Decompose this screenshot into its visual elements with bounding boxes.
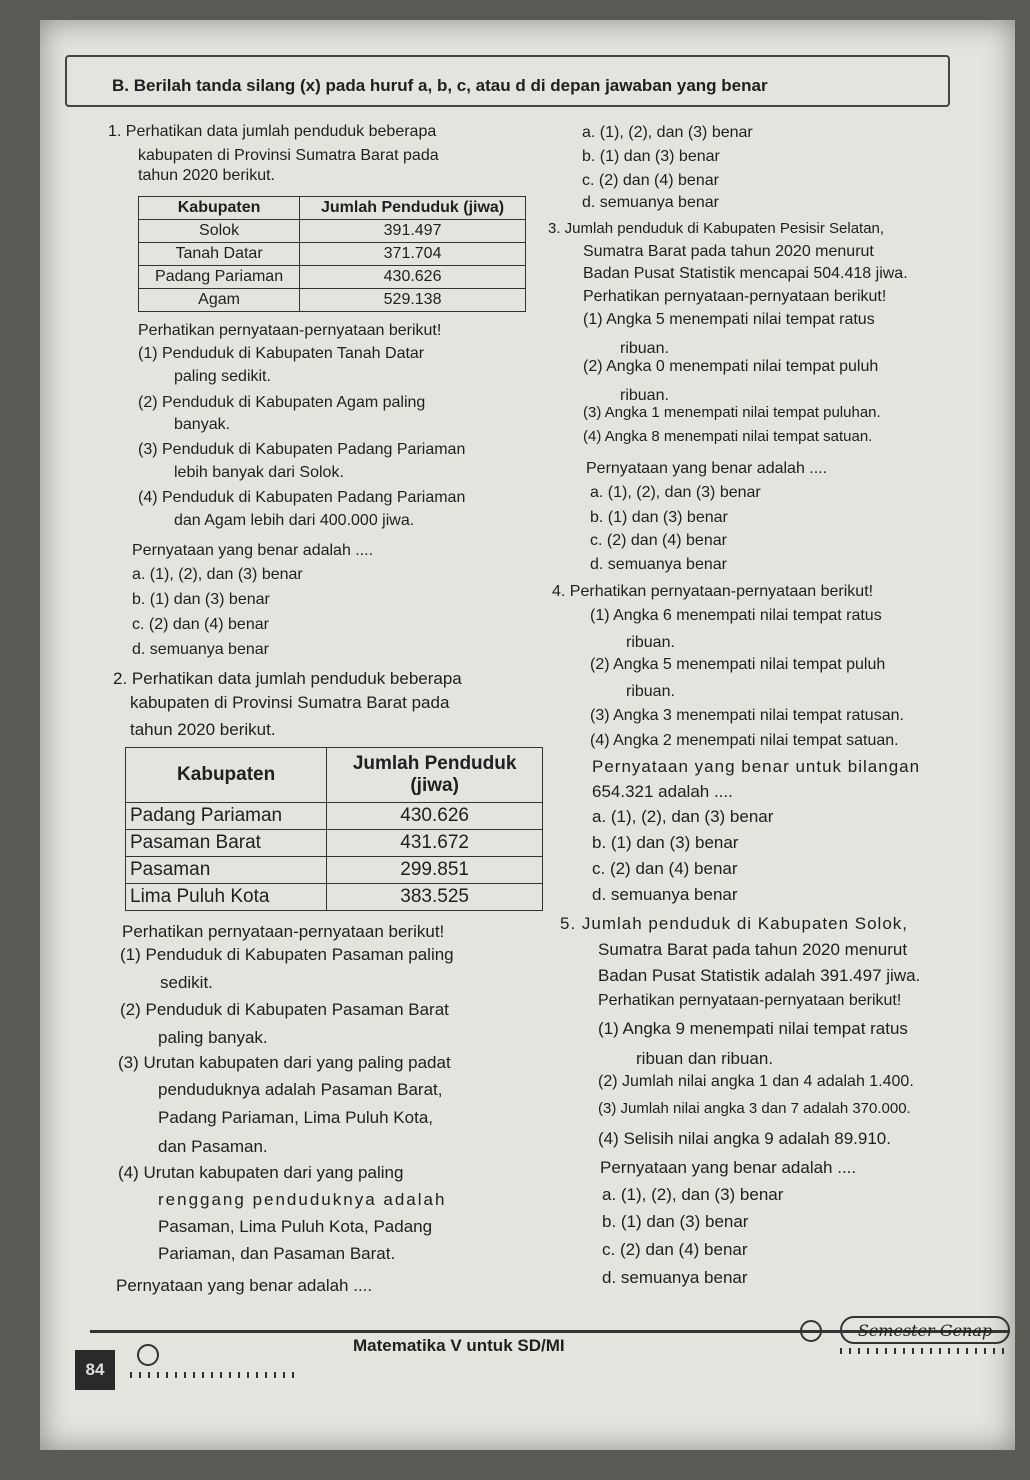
q4-statement: ribuan. (626, 634, 675, 651)
option-d[interactable]: d. semuanya benar (602, 1268, 748, 1287)
table-header (327, 748, 543, 803)
q5-line: Badan Pusat Statistik adalah 391.497 jiwa. (598, 966, 921, 985)
q3-line: Sumatra Barat pada tahun 2020 menurut (583, 243, 874, 260)
q4-statement: (3) Angka 3 menempati nilai tempat ratusan. (590, 707, 904, 724)
q1-statement: banyak. (174, 416, 231, 433)
q2-statement: (2) Penduduk di Kabupaten Pasaman Barat (120, 1000, 449, 1019)
q5-line: Perhatikan pernyataan-pernyataan berikut! (598, 992, 902, 1009)
q3-line: Badan Pusat Statistik mencapai 504.418 jiwa. (583, 265, 908, 282)
q2-statement: (3) Urutan kabupaten dari yang paling padat (118, 1053, 451, 1072)
table-cell: Pasaman Barat (126, 830, 327, 857)
option-d[interactable]: d. semuanya benar (590, 556, 727, 573)
q3-line: 3. Jumlah penduduk di Kabupaten Pesisir Selatan, (548, 220, 885, 237)
q5-statement: (2) Jumlah nilai angka 1 dan 4 adalah 1.400. (598, 1073, 914, 1090)
option-b[interactable]: b. (1) dan (3) benar (132, 591, 270, 608)
table-header: Kabupaten (126, 748, 327, 803)
q2-prompt: Perhatikan pernyataan-pernyataan berikut! (122, 922, 445, 941)
q1-prompt: Perhatikan pernyataan-pernyataan berikut! (138, 322, 442, 339)
q2-line: kabupaten di Provinsi Sumatra Barat pada (130, 693, 450, 712)
q1-line: tahun 2020 berikut. (138, 167, 275, 184)
table-cell: Padang Pariaman (126, 803, 327, 830)
table-header: Jumlah Penduduk (jiwa) (300, 197, 526, 220)
option-a[interactable]: a. (1), (2), dan (3) benar (592, 807, 774, 826)
table-cell: 299.851 (327, 857, 543, 884)
q1-statement: (3) Penduduk di Kabupaten Padang Pariaman (138, 441, 466, 458)
table-row (126, 884, 543, 911)
q3-statement: (2) Angka 0 menempati nilai tempat puluh (583, 358, 879, 375)
q3-question: Pernyataan yang benar adalah .... (586, 460, 828, 477)
option-a[interactable]: a. (1), (2), dan (3) benar (132, 566, 303, 583)
q2-line: tahun 2020 berikut. (130, 720, 276, 739)
q5-statement: (3) Jumlah nilai angka 3 dan 7 adalah 370.000. (598, 1100, 911, 1117)
table-cell: 430.626 (300, 266, 526, 289)
option-b[interactable]: b. (1) dan (3) benar (602, 1212, 749, 1231)
q1-statement: dan Agam lebih dari 400.000 jiwa. (174, 512, 415, 529)
q1-statement: (1) Penduduk di Kabupaten Tanah Datar (138, 345, 425, 362)
option-a[interactable]: a. (1), (2), dan (3) benar (590, 484, 761, 501)
option-d[interactable]: d. semuanya benar (132, 641, 269, 658)
page-number: 84 (75, 1350, 115, 1390)
q2-table (125, 747, 543, 911)
ruler-decoration-icon (130, 1372, 300, 1378)
table-cell: 430.626 (327, 803, 543, 830)
q3-statement: ribuan. (620, 387, 669, 404)
table-row (139, 266, 526, 289)
q5-statement: ribuan dan ribuan. (636, 1049, 774, 1068)
option-b[interactable]: b. (1) dan (3) benar (590, 509, 728, 526)
q1-statement: (2) Penduduk di Kabupaten Agam paling (138, 394, 426, 411)
q5-statement: (4) Selisih nilai angka 9 adalah 89.910. (598, 1129, 891, 1148)
option-c[interactable]: c. (2) dan (4) benar (582, 172, 719, 189)
option-b[interactable]: b. (1) dan (3) benar (592, 833, 739, 852)
q2-statement: (4) Urutan kabupaten dari yang paling (118, 1163, 404, 1182)
table-cell: 371.704 (300, 243, 526, 266)
section-title: B. Berilah tanda silang (x) pada huruf a, b, c, atau d di depan jawaban yang benar (112, 76, 768, 95)
q5-line: 5. Jumlah penduduk di Kabupaten Solok, (560, 914, 909, 933)
q2-statement: Pariaman, dan Pasaman Barat. (158, 1244, 396, 1263)
q2-statement: Padang Pariaman, Lima Puluh Kota, (158, 1108, 434, 1127)
option-b[interactable]: b. (1) dan (3) benar (582, 148, 720, 165)
q2-statement: (1) Penduduk di Kabupaten Pasaman paling (120, 945, 454, 964)
q2-statement: paling banyak. (158, 1028, 268, 1047)
table-cell: 529.138 (300, 289, 526, 312)
table-header-line: (jiwa) (410, 775, 459, 796)
q1-question: Pernyataan yang benar adalah .... (132, 542, 374, 559)
q5-statement: (1) Angka 9 menempati nilai tempat ratus (598, 1019, 908, 1038)
q4-statement: ribuan. (626, 683, 675, 700)
circle-decoration-icon (800, 1320, 822, 1342)
q5-line: Sumatra Barat pada tahun 2020 menurut (598, 940, 908, 959)
table-row (126, 857, 543, 884)
option-c[interactable]: c. (2) dan (4) benar (132, 616, 269, 633)
q5-question: Pernyataan yang benar adalah .... (600, 1158, 857, 1177)
table-row (139, 220, 526, 243)
option-c[interactable]: c. (2) dan (4) benar (602, 1240, 748, 1259)
option-a[interactable]: a. (1), (2), dan (3) benar (582, 124, 753, 141)
q2-statement: sedikit. (160, 973, 213, 992)
q4-statement: (1) Angka 6 menempati nilai tempat ratus (590, 607, 882, 624)
table-cell: 383.525 (327, 884, 543, 911)
q4-question: 654.321 adalah .... (592, 782, 733, 801)
q1-statement: lebih banyak dari Solok. (174, 464, 344, 481)
table-cell: Pasaman (126, 857, 327, 884)
table-cell: 431.672 (327, 830, 543, 857)
q4-question: Pernyataan yang benar untuk bilangan (592, 757, 921, 776)
table-header-line: Jumlah Penduduk (352, 753, 517, 774)
footer-book-title: Matematika V untuk SD/MI (353, 1336, 565, 1355)
table-cell: Agam (139, 289, 300, 312)
option-c[interactable]: c. (2) dan (4) benar (592, 859, 738, 878)
q3-statement: ribuan. (620, 340, 669, 357)
circle-decoration-icon (137, 1344, 159, 1366)
option-d[interactable]: d. semuanya benar (592, 885, 738, 904)
option-a[interactable]: a. (1), (2), dan (3) benar (602, 1185, 784, 1204)
table-row (126, 830, 543, 857)
q1-line: 1. Perhatikan data jumlah penduduk beberapa (108, 123, 437, 140)
q4-line: 4. Perhatikan pernyataan-pernyataan berikut! (552, 583, 874, 600)
table-row (139, 243, 526, 266)
q3-statement: (1) Angka 5 menempati nilai tempat ratus (583, 311, 875, 328)
q2-statement: Pasaman, Lima Puluh Kota, Padang (158, 1217, 433, 1236)
table-cell: 391.497 (300, 220, 526, 243)
q1-statement: (4) Penduduk di Kabupaten Padang Pariaman (138, 489, 466, 506)
option-d[interactable]: d. semuanya benar (582, 194, 719, 211)
q2-statement: penduduknya adalah Pasaman Barat, (158, 1080, 443, 1099)
q2-statement: renggang penduduknya adalah (158, 1190, 447, 1209)
table-cell: Padang Pariaman (139, 266, 300, 289)
q1-statement: paling sedikit. (174, 368, 271, 385)
q4-statement: (2) Angka 5 menempati nilai tempat puluh (590, 656, 886, 673)
q3-statement: (4) Angka 8 menempati nilai tempat satuan. (583, 428, 873, 445)
q2-question: Pernyataan yang benar adalah .... (116, 1276, 373, 1295)
semester-badge: Semester Genap (840, 1316, 1010, 1344)
table-row (139, 289, 526, 312)
q3-statement: (3) Angka 1 menempati nilai tempat puluhan. (583, 404, 881, 421)
table-row (126, 803, 543, 830)
option-c[interactable]: c. (2) dan (4) benar (590, 532, 727, 549)
q2-line: 2. Perhatikan data jumlah penduduk beberapa (113, 669, 462, 688)
q2-statement: dan Pasaman. (158, 1137, 268, 1156)
table-header: Kabupaten (139, 197, 300, 220)
q4-statement: (4) Angka 2 menempati nilai tempat satuan. (590, 732, 899, 749)
ruler-decoration-icon (840, 1348, 1010, 1354)
table-cell: Tanah Datar (139, 243, 300, 266)
table-cell: Lima Puluh Kota (126, 884, 327, 911)
table-cell: Solok (139, 220, 300, 243)
q3-line: Perhatikan pernyataan-pernyataan berikut! (583, 288, 887, 305)
q1-line: kabupaten di Provinsi Sumatra Barat pada (138, 147, 439, 164)
q1-table (138, 196, 526, 312)
